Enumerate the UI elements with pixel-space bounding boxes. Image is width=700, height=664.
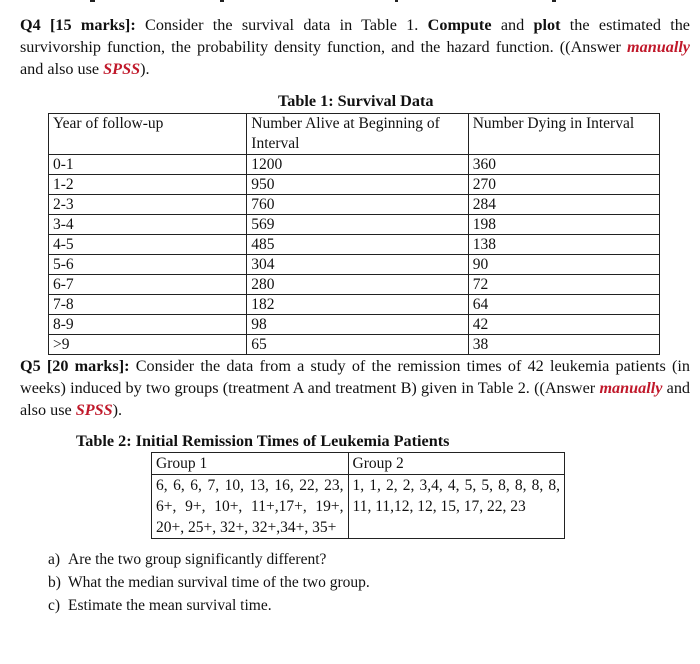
table-row [49,315,660,335]
list-marker: a) [48,551,61,568]
table1-header-row [49,114,660,155]
alive-cell: 304 [247,255,468,275]
dying-cell: 42 [468,315,659,335]
table-row [49,275,660,295]
table-row [49,175,660,195]
list-item [48,548,370,571]
table-row [49,195,660,215]
list-item [48,594,370,617]
remission-times-table [151,452,565,539]
group1-values: 6, 6, 6, 7, 10, 13, 16, 22, 23, 6+, 9+, 10+, 11+,17+, 19+, 20+, 25+, 32+, 32+,34+, 35+ [152,475,349,539]
table2-caption: Table 2: Initial Remission Times of Leukemia Patients [76,432,450,450]
alive-cell: 760 [247,195,468,215]
list-marker: c) [48,597,61,614]
table-row [49,335,660,355]
table2-header-row [152,453,565,475]
q4-text-2: the estimated the survivorship function, the probability density function, and the hazard function. ((Answer [20,16,690,56]
list-item [48,571,370,594]
q5-label: Q5 [20 marks]: [20,357,130,375]
alive-cell: 485 [247,235,468,255]
header-group1: Group 1 [152,453,349,475]
table-row [49,295,660,315]
table-row [152,475,565,539]
year-cell: 4-5 [49,235,247,255]
q4-compute: Compute [427,16,492,34]
q4-paragraph [20,14,690,80]
table1-caption: Table 1: Survival Data [278,92,434,110]
header-dying: Number Dying in Interval [468,114,659,155]
table-row [49,255,660,275]
table-row [49,235,660,255]
list-text: Are the two group significantly different? [68,551,327,568]
page-top-edge [0,0,700,4]
q5-text: Consider the data from a study of the remission times of 42 leukemia patients (in weeks) induced by two groups (treatment A and treatment B) given in Table 2. ((Answer [20,357,691,397]
q5-text-2: and also use [20,379,691,419]
q4-text: Consider the survival data in Table 1. [135,16,428,34]
dying-cell: 270 [468,175,659,195]
year-cell: 5-6 [49,255,247,275]
dying-cell: 90 [468,255,659,275]
year-cell: 3-4 [49,215,247,235]
dying-cell: 198 [468,215,659,235]
alive-cell: 280 [247,275,468,295]
dying-cell: 72 [468,275,659,295]
year-cell: 1-2 [49,175,247,195]
dying-cell: 138 [468,235,659,255]
q5-paragraph [20,355,690,421]
alive-cell: 1200 [247,155,468,175]
header-alive: Number Alive at Beginning of Interval [247,114,468,155]
table-row [49,215,660,235]
q5-spss: SPSS [75,401,113,419]
alive-cell: 569 [247,215,468,235]
year-cell: >9 [49,335,247,355]
alive-cell: 950 [247,175,468,195]
q4-and: and [491,16,534,34]
table-row [49,155,660,175]
header-year: Year of follow-up [49,114,247,155]
q4-text-3: and also use [20,60,104,78]
alive-cell: 98 [247,315,468,335]
dying-cell: 38 [468,335,659,355]
dying-cell: 360 [468,155,659,175]
q4-plot: plot [533,16,561,34]
survival-data-table [48,113,660,355]
question-list [48,548,370,617]
group2-values: 1, 1, 2, 2, 3,4, 4, 5, 5, 8, 8, 8, 8, 11, 11,12, 12, 15, 17, 22, 23 [348,475,564,539]
year-cell: 2-3 [49,195,247,215]
list-marker: b) [48,574,61,591]
q4-text-4: ). [140,60,150,78]
alive-cell: 65 [247,335,468,355]
q4-label: Q4 [15 marks]: [20,16,136,34]
year-cell: 7-8 [49,295,247,315]
dying-cell: 64 [468,295,659,315]
dying-cell: 284 [468,195,659,215]
alive-cell: 182 [247,295,468,315]
list-text: What the median survival time of the two group. [68,574,370,591]
list-text: Estimate the mean survival time. [68,597,272,614]
year-cell: 8-9 [49,315,247,335]
q5-manually: manually [599,379,663,397]
year-cell: 6-7 [49,275,247,295]
q5-text-3: ). [112,401,123,419]
year-cell: 0-1 [49,155,247,175]
header-group2: Group 2 [348,453,564,475]
q4-manually: manually [627,38,690,56]
q4-spss: SPSS [103,60,141,78]
